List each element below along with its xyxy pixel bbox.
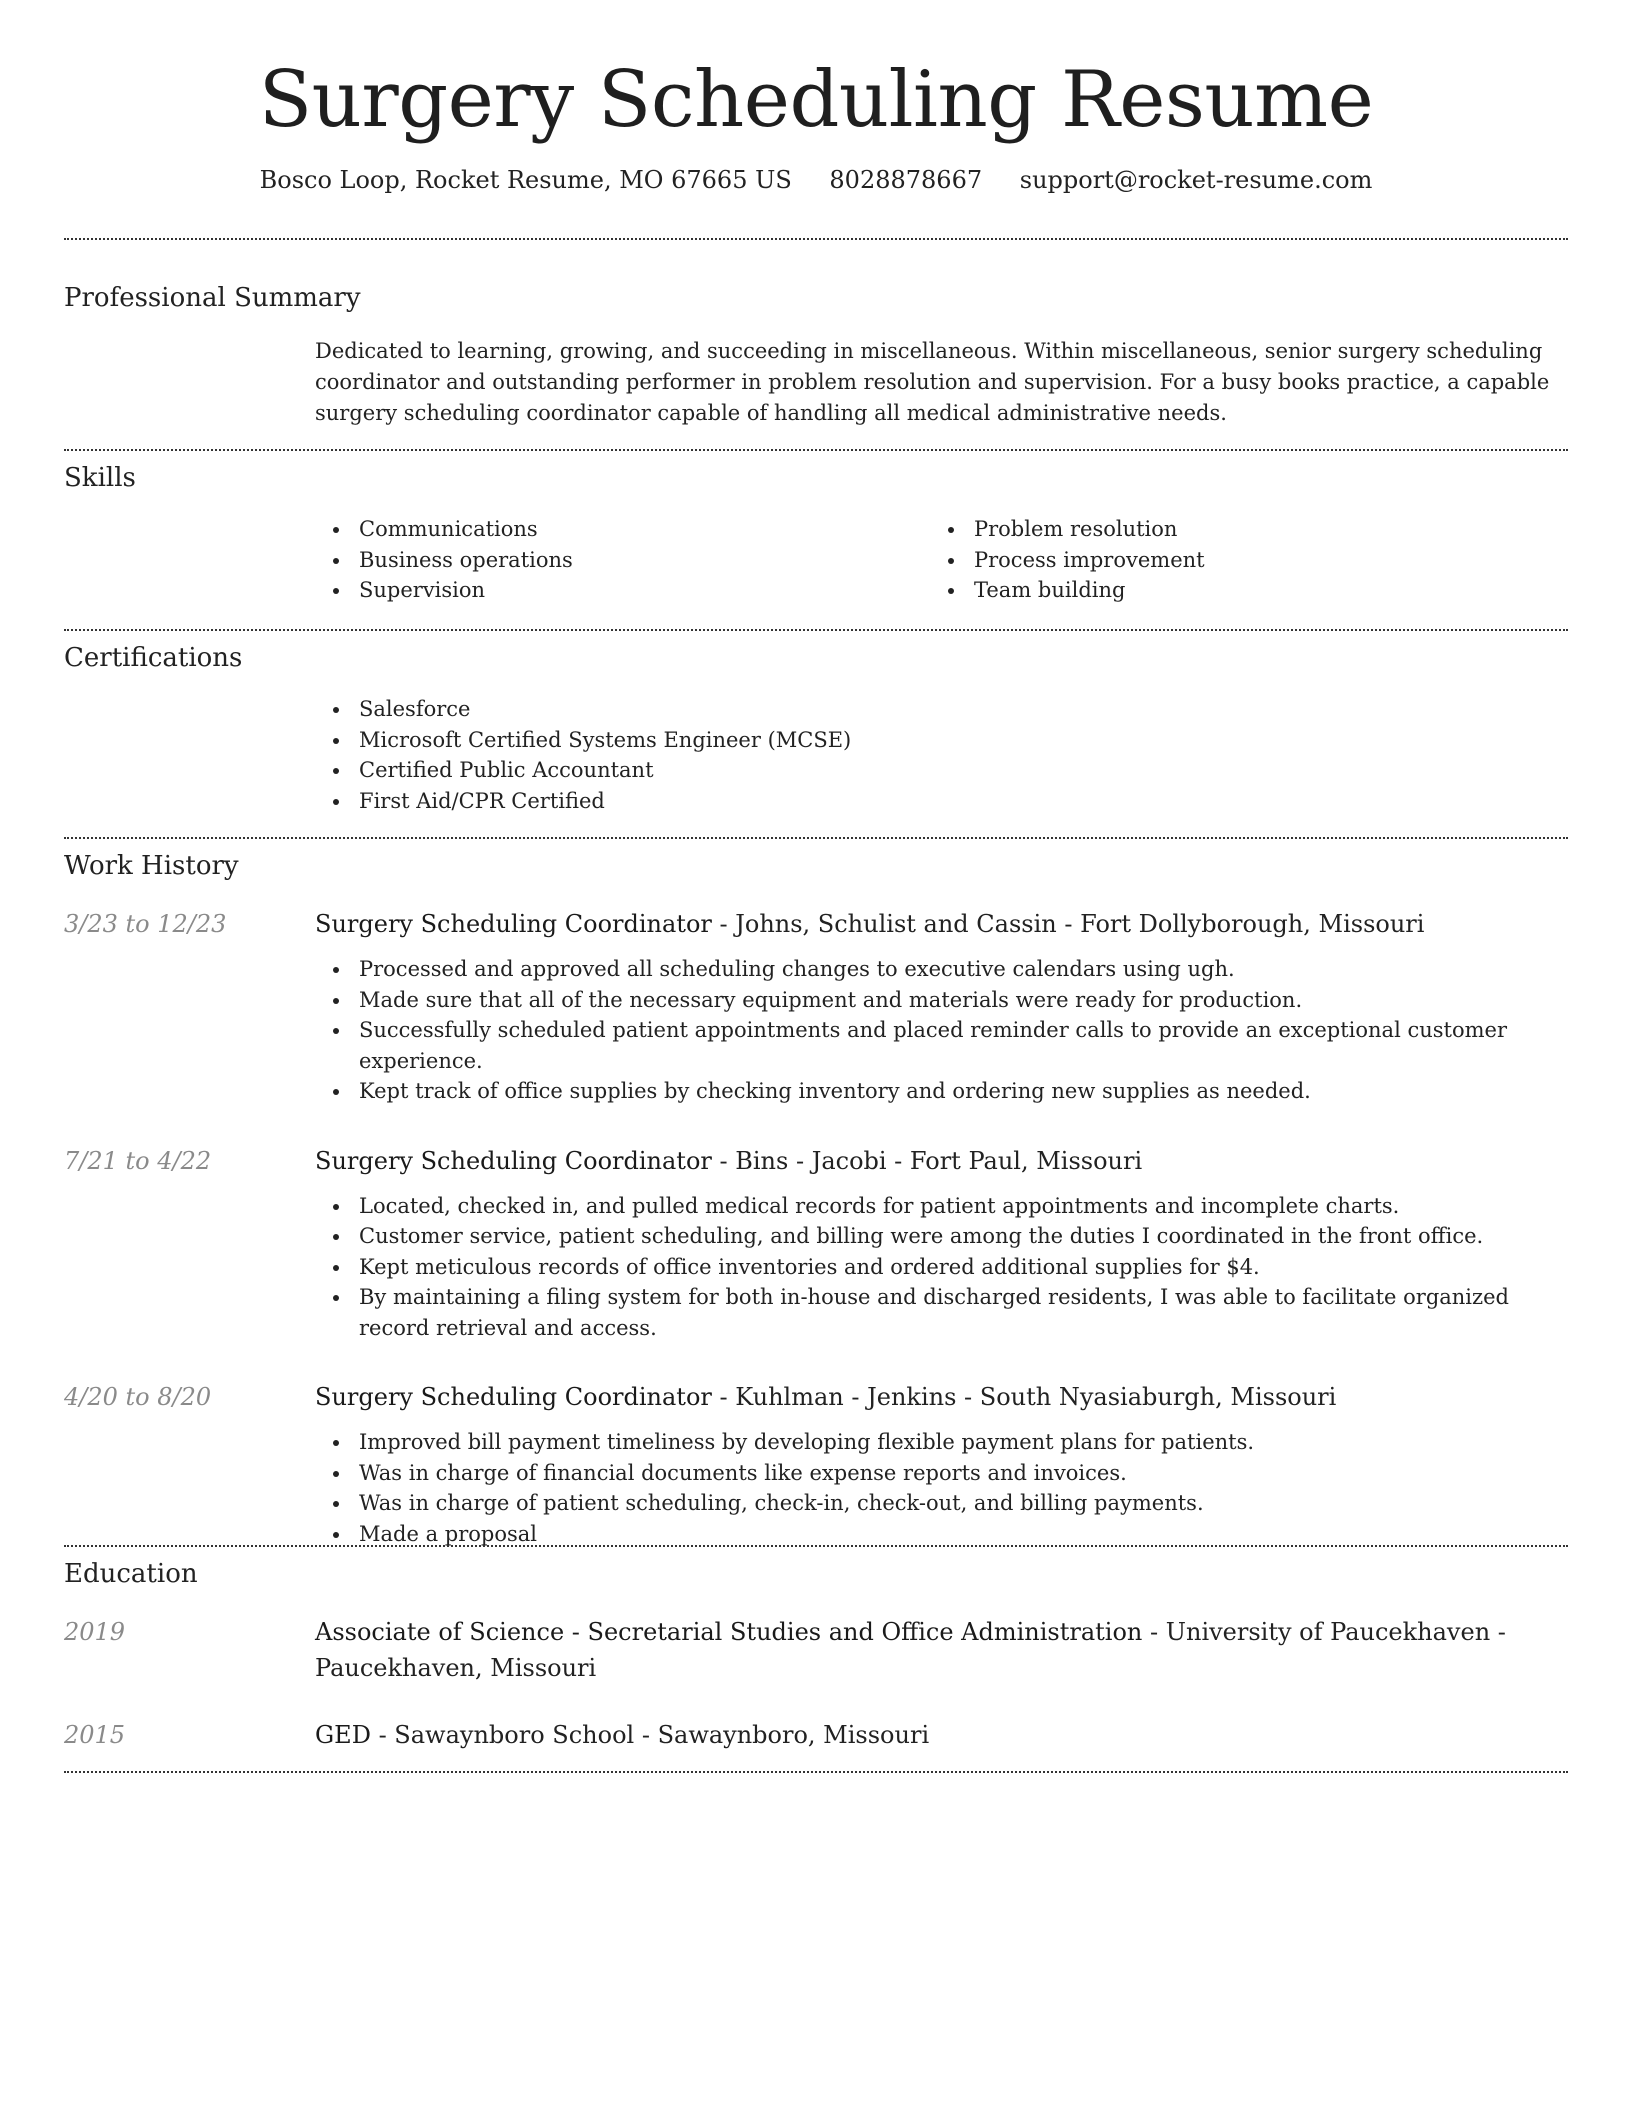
work-heading: Work History <box>64 851 239 881</box>
summary-section <box>64 280 1568 429</box>
skill-item: Business operations <box>315 545 930 576</box>
contact-email: support@rocket-resume.com <box>1019 166 1373 194</box>
education-headline <box>315 1614 1568 1686</box>
resume-title: Surgery Scheduling Resume <box>258 55 1374 145</box>
summary-text: Dedicated to learning, growing, and succeeding in miscellaneous. Within miscellaneous, senior surgery scheduling coordinator and outstanding performer in problem resolution and supervision. For a busy books practice, a capable surgery scheduling coordinator capable of handling all medical administrative needs. <box>315 339 1550 425</box>
certifications-heading: Certifications <box>64 643 243 673</box>
work-bullet: Kept track of office supplies by checking inventory and ordering new supplies as needed. <box>315 1076 1568 1107</box>
education-entry <box>64 1717 1568 1753</box>
job-title: Surgery Scheduling Coordinator <box>315 910 712 938</box>
education-details: - Sawaynboro School - Sawaynboro, Missouri <box>370 1721 930 1749</box>
work-bullet: Processed and approved all scheduling changes to executive calendars using ugh. <box>315 954 1568 985</box>
work-bullets <box>315 954 1568 1107</box>
work-bullets <box>315 1191 1568 1344</box>
education-year: 2015 <box>64 1721 126 1749</box>
skill-item: Supervision <box>315 575 930 606</box>
work-dates: 4/20 to 8/20 <box>64 1383 212 1411</box>
skills-grid <box>315 514 1568 606</box>
work-headline <box>315 1379 1568 1415</box>
work-bullet: Successfully scheduled patient appointments and placed reminder calls to provide an exceptional customer experience. <box>315 1015 1568 1076</box>
work-dates: 3/23 to 12/23 <box>64 910 227 938</box>
work-bullet: Made a proposal <box>315 1519 1568 1550</box>
resume-page <box>64 0 1568 1749</box>
work-bullet: Customer service, patient scheduling, and billing were among the duties I coordinated in the front office. <box>315 1221 1568 1252</box>
divider-summary <box>64 449 1568 451</box>
work-bullet: Located, checked in, and pulled medical records for patient appointments and incomplete charts. <box>315 1191 1568 1222</box>
divider-certifications <box>64 837 1568 839</box>
skills-column-1 <box>315 514 930 606</box>
contact-phone: 8028878667 <box>829 166 983 194</box>
work-entry <box>64 1143 1568 1344</box>
divider-skills <box>64 629 1568 631</box>
work-entry <box>64 1379 1568 1549</box>
degree: GED <box>315 1721 371 1749</box>
skill-item: Team building <box>930 575 1545 606</box>
work-headline <box>315 1143 1568 1179</box>
education-entry <box>64 1614 1568 1686</box>
education-headline <box>315 1717 1568 1753</box>
education-section <box>64 1556 1568 1753</box>
skill-item: Process improvement <box>930 545 1545 576</box>
degree: Associate of Science - Secretarial Studies and Office Administration <box>315 1618 1143 1646</box>
job-details: - Johns, Schulist and Cassin - Fort Dollyborough, Missouri <box>711 910 1425 938</box>
contact-address: Bosco Loop, Rocket Resume, MO 67665 US <box>259 166 792 194</box>
work-bullet: Improved bill payment timeliness by developing flexible payment plans for patients. <box>315 1427 1568 1458</box>
skill-item: Problem resolution <box>930 514 1545 545</box>
job-details: - Kuhlman - Jenkins - South Nyasiaburgh, Missouri <box>711 1383 1337 1411</box>
work-headline <box>315 906 1568 942</box>
divider-work <box>64 1545 1568 1547</box>
contact-line <box>64 162 1568 198</box>
divider-bottom <box>64 1771 1568 1773</box>
work-entry <box>64 906 1568 1107</box>
skills-section <box>64 460 1568 606</box>
certification-item: Microsoft Certified Systems Engineer (MCSE) <box>315 725 1568 756</box>
certifications-section <box>64 640 1568 816</box>
skills-column-2 <box>930 514 1545 606</box>
education-heading: Education <box>64 1559 198 1589</box>
job-details: - Bins - Jacobi - Fort Paul, Missouri <box>711 1146 1143 1175</box>
certifications-list <box>315 694 1568 816</box>
job-title: Surgery Scheduling Coordinator <box>315 1146 712 1175</box>
education-year: 2019 <box>64 1618 126 1646</box>
work-section <box>64 848 1568 1549</box>
work-bullet: Was in charge of financial documents like expense reports and invoices. <box>315 1458 1568 1489</box>
work-dates: 7/21 to 4/22 <box>64 1146 212 1175</box>
work-bullets <box>315 1427 1568 1549</box>
job-title: Surgery Scheduling Coordinator <box>315 1383 712 1411</box>
skill-item: Communications <box>315 514 930 545</box>
work-bullet: Was in charge of patient scheduling, check-in, check-out, and billing payments. <box>315 1488 1568 1519</box>
work-bullet: By maintaining a filing system for both in-house and discharged residents, I was able to facilitate organized record retrieval and access. <box>315 1282 1568 1343</box>
summary-heading: Professional Summary <box>64 283 361 313</box>
work-bullet: Kept meticulous records of office inventories and ordered additional supplies for $4. <box>315 1252 1568 1283</box>
certification-item: First Aid/CPR Certified <box>315 786 1568 817</box>
skills-heading: Skills <box>64 463 136 493</box>
work-bullet: Made sure that all of the necessary equipment and materials were ready for production. <box>315 985 1568 1016</box>
certification-item: Certified Public Accountant <box>315 755 1568 786</box>
divider-top <box>64 238 1568 240</box>
education-details: - University of Paucekhaven - Paucekhaven, Missouri <box>315 1618 1506 1682</box>
certification-item: Salesforce <box>315 694 1568 725</box>
